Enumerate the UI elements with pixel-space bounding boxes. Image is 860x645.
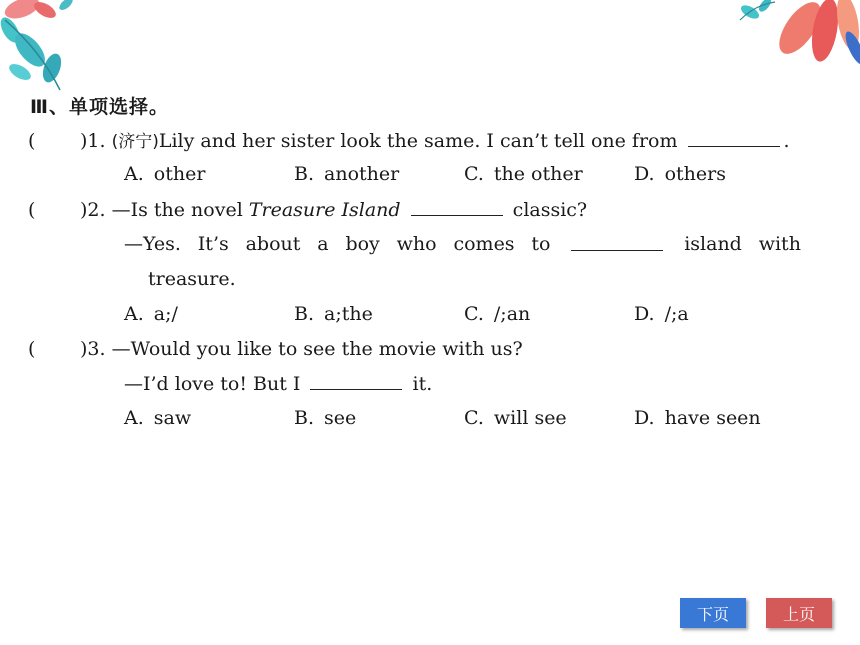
leaf-decoration-top-right xyxy=(730,0,860,75)
option-d: D. have seen xyxy=(634,407,761,429)
question-number: )3. xyxy=(80,338,106,360)
option-a: A. a;/ xyxy=(124,303,178,325)
leaf-decoration-top-left xyxy=(0,0,110,95)
answer-blank xyxy=(310,371,402,390)
next-page-button[interactable]: 下页 xyxy=(680,598,746,628)
option-b: B. a;the xyxy=(294,303,373,325)
option-a: A. saw xyxy=(124,407,192,429)
book-title: Treasure Island xyxy=(248,199,401,221)
question-2-stem: ( )2. —Is the novel Treasure Island classic? xyxy=(28,199,588,221)
section-title: Ⅲ、单项选择。 xyxy=(30,96,169,118)
answer-blank xyxy=(688,128,780,147)
option-a: A. other xyxy=(124,163,206,185)
previous-page-button[interactable]: 上页 xyxy=(766,598,832,628)
answer-bracket[interactable]: ( xyxy=(28,130,36,152)
answer-blank xyxy=(411,197,503,216)
option-c: C. will see xyxy=(464,407,567,429)
question-1-stem: ( )1. (济宁)Lily and her sister look the same. I can’t tell one from . xyxy=(28,130,790,152)
option-b: B. see xyxy=(294,407,357,429)
question-number: )2. xyxy=(80,199,106,221)
answer-bracket[interactable]: ( xyxy=(28,199,36,221)
option-b: B. another xyxy=(294,163,400,185)
question-text: Lily and her sister look the same. I can’t tell one from xyxy=(158,130,678,152)
answer-blank xyxy=(571,232,663,251)
option-d: D. others xyxy=(634,163,726,185)
question-3-reply: —I’d love to! But I it. xyxy=(124,373,433,395)
answer-bracket[interactable]: ( xyxy=(28,338,36,360)
option-d: D. /;a xyxy=(634,303,689,325)
question-number: )1. xyxy=(80,130,106,152)
question-2-reply: —Yes. It’s about a boy who comes to island with xyxy=(124,233,801,255)
question-source: (济宁) xyxy=(111,132,159,152)
option-c: C. the other xyxy=(464,163,583,185)
question-3-stem: ( )3. —Would you like to see the movie with us? xyxy=(28,338,523,360)
question-2-reply-continued: treasure. xyxy=(148,268,236,290)
option-c: C. /;an xyxy=(464,303,531,325)
